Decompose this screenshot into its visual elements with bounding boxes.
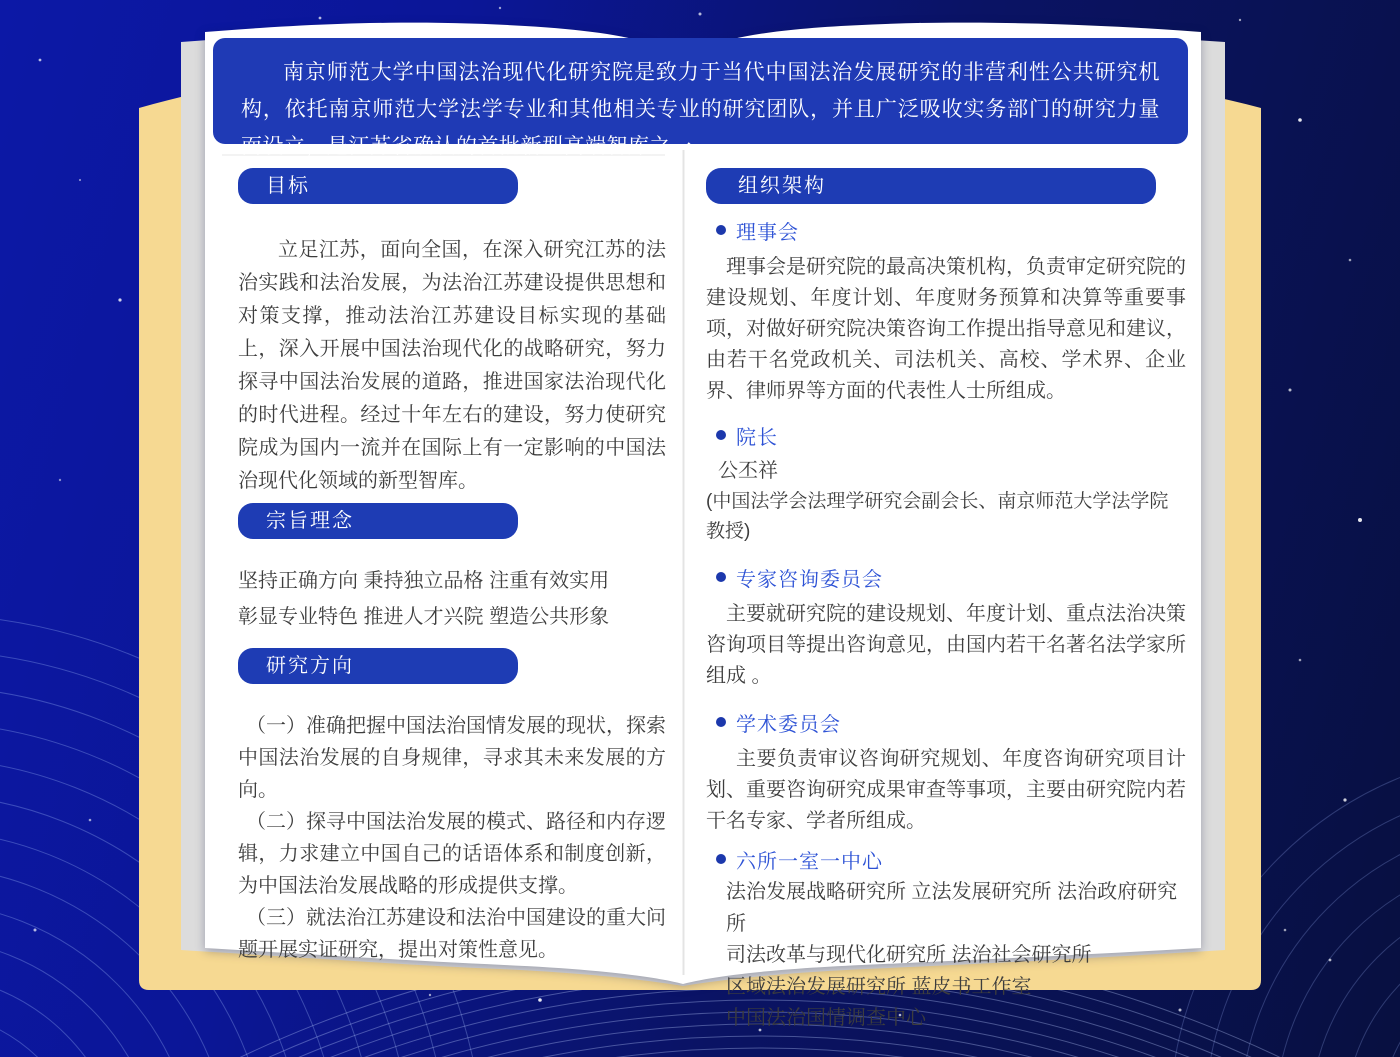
intro-banner-text: 南京师范大学中国法治现代化研究院是致力于当代中国法治发展研究的非营利性公共研究机构，依托南京师范大学法学专业和其他相关专业的研究团队，并且广泛吸收实务部门的研究力量而设立，是江苏省确认的首批新型高端智库之一。: [241, 61, 1160, 158]
org-item-academic-committee: [706, 708, 1186, 736]
research-directions-list: [238, 710, 666, 966]
expert-committee-paragraph: 主要就研究院的建设规划、年度计划、重点法治决策咨询项目等提出咨询意见，由国内若干名著名法学家所组成 。: [706, 603, 1186, 687]
section-header-philosophy: [238, 503, 518, 539]
org-item-label: 学术委员会: [736, 713, 841, 736]
institutes-line: 司法改革与现代化研究所 法治社会研究所: [726, 944, 1092, 966]
section-header-research-directions-label: 研究方向: [266, 655, 354, 677]
dean-title-note: (中国法学会法理学研究会副会长、南京师范大学法学院教授): [706, 491, 1169, 542]
bullet-dot-icon: [716, 430, 726, 440]
research-direction-item: （三）就法治江苏建设和法治中国建设的重大问题开展实证研究，提出对策性意见。: [238, 907, 666, 961]
org-item-label: 理事会: [736, 221, 799, 244]
org-item-label: 院长: [736, 426, 778, 449]
philosophy-line: 坚持正确方向 秉持独立品格 注重有效实用: [238, 570, 610, 592]
research-direction-item: （一）准确把握中国法治国情发展的现状，探索中国法治发展的自身规律，寻求其未来发展的方向。: [238, 715, 666, 801]
section-header-research-directions: [238, 648, 518, 684]
bullet-dot-icon: [716, 225, 726, 235]
institutes-line: 区域法治发展研究所 蓝皮书工作室: [726, 975, 1032, 998]
goal-paragraph: 立足江苏，面向全国，在深入研究江苏的法治实践和法治发展，为法治江苏建设提供思想和对策支撑，推动法治江苏建设目标实现的基础上，深入开展中国法治现代化的战略研究，努力探寻中国法治发展的道路，推进国家法治现代化的时代进程。经过十年左右的建设，努力使研究院成为国内一流并在国际上有一定影响的中国法治现代化领域的新型智库。: [238, 239, 666, 492]
right-page: [706, 160, 1186, 1035]
bullet-dot-icon: [716, 572, 726, 582]
org-item-dean: [706, 421, 1186, 449]
institutes-list: [706, 877, 1186, 1035]
research-direction-item: （二）探寻中国法治发展的模式、路径和内存逻辑，力求建立中国自己的话语体系和制度创新，为中国法治发展战略的形成提供支撑。: [238, 811, 666, 897]
institutes-line: 中国法治国情调查中心: [726, 1007, 926, 1029]
org-item-expert-committee: [706, 563, 1186, 591]
org-item-institutes: [706, 845, 1186, 873]
bullet-dot-icon: [716, 854, 726, 864]
org-item-label: 专家咨询委员会: [736, 568, 883, 591]
section-header-goal: [238, 168, 518, 204]
org-item-label: 六所一室一中心: [736, 850, 883, 873]
left-page: [238, 160, 666, 966]
section-header-philosophy-label: 宗旨理念: [266, 510, 354, 532]
section-header-organization: [706, 168, 1156, 204]
section-header-goal-label: 目标: [266, 175, 310, 197]
intro-banner: [213, 38, 1188, 158]
section-header-organization-label: 组织架构: [738, 175, 826, 197]
dean-name: 公丕祥: [718, 460, 778, 482]
academic-committee-paragraph: 主要负责审议咨询研究规划、年度咨询研究项目计划、重要咨询研究成果审查等事项，主要由研究院内若干名专家、学者所组成。: [706, 748, 1186, 832]
council-paragraph: 理事会是研究院的最高决策机构，负责审定研究院的建设规划、年度计划、年度财务预算和决算等重要事项，对做好研究院决策咨询工作提出指导意见和建议，由若干名党政机关、司法机关、高校、学术界、企业界、律师界等方面的代表性人士所组成。: [706, 256, 1186, 402]
institutes-line: 法治发展战略研究所 立法发展研究所 法治政府研究所: [726, 881, 1178, 935]
org-item-council: [706, 216, 1186, 244]
philosophy-lines: [238, 563, 666, 635]
philosophy-line: 彰显专业特色 推进人才兴院 塑造公共形象: [238, 606, 610, 628]
bullet-dot-icon: [716, 717, 726, 727]
